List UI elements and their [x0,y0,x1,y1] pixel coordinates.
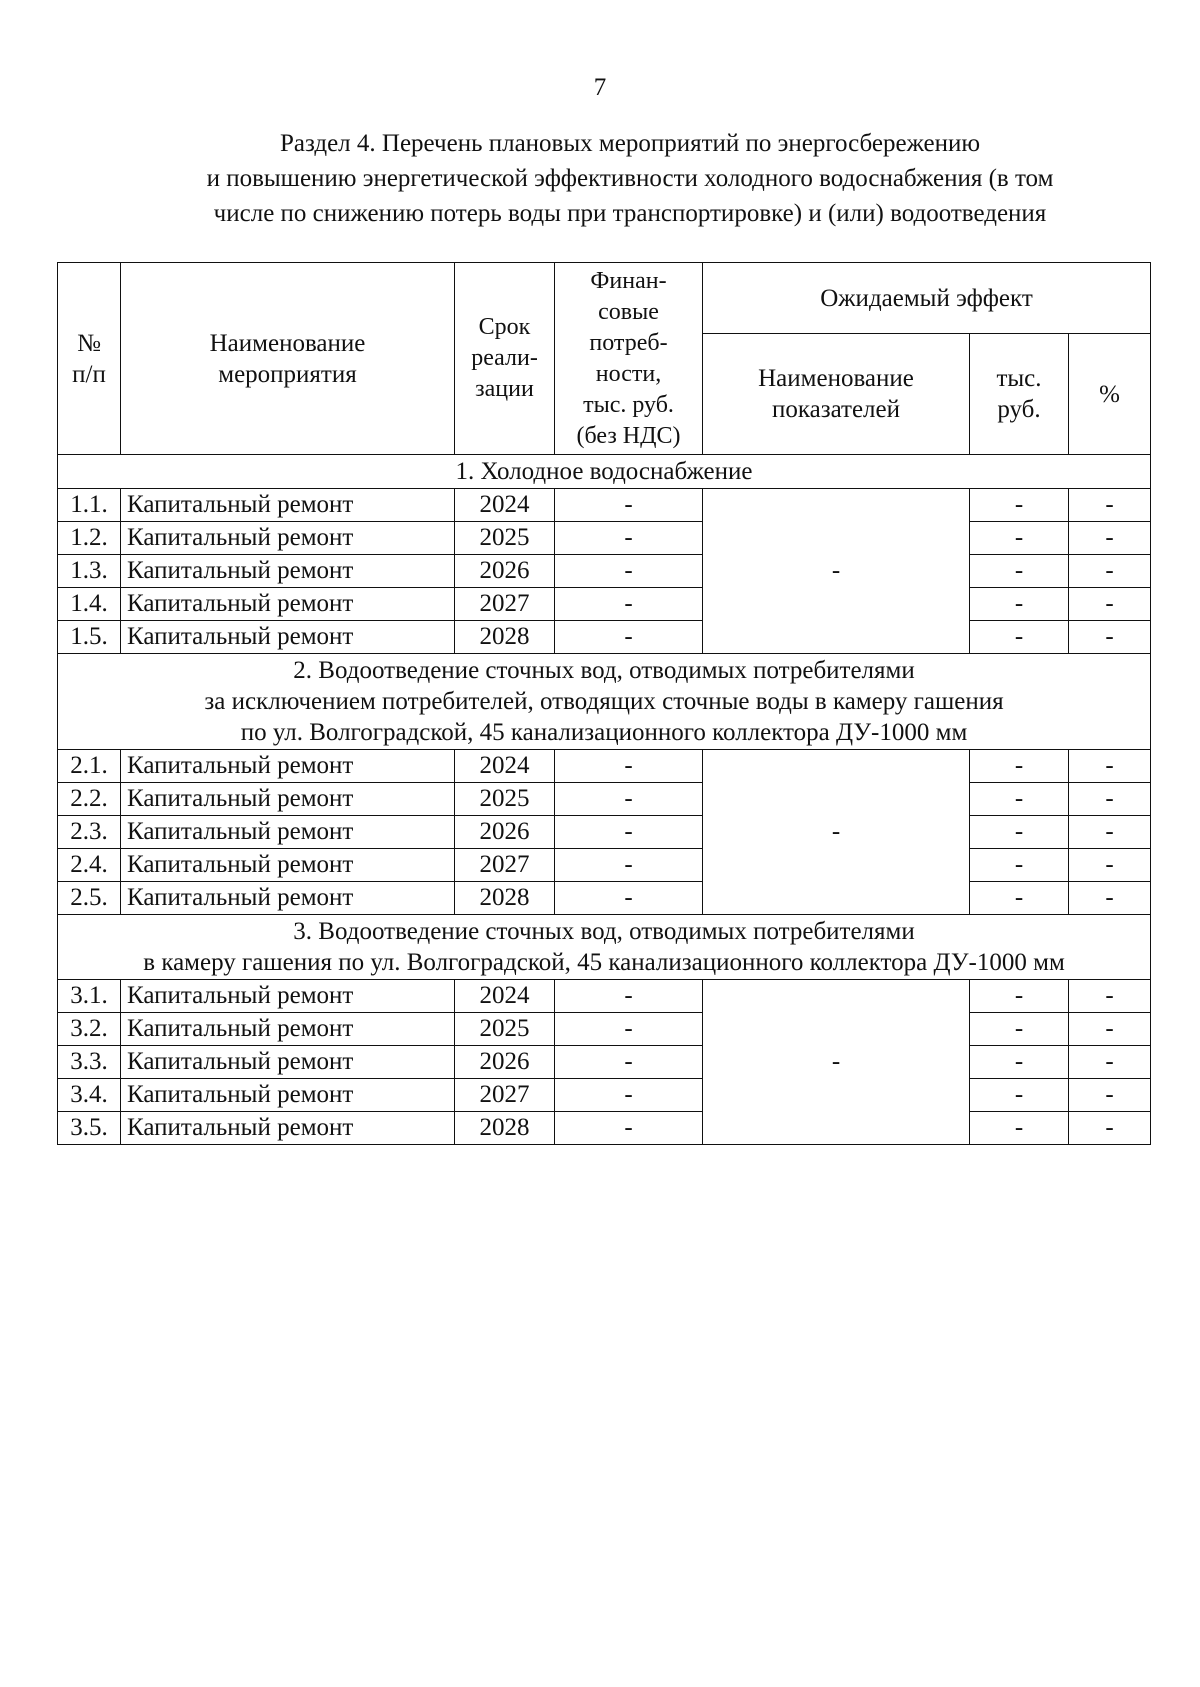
row-number: 1.5. [58,621,121,654]
row-number: 3.1. [58,980,121,1013]
row-number: 2.2. [58,783,121,816]
measure-name: Капитальный ремонт [121,1079,455,1112]
table-row [58,621,1151,654]
implementation-year: 2027 [455,588,555,621]
section-title-line: Раздел 4. Перечень плановых мероприятий по энергосбережению [279,130,981,157]
row-number: 1.3. [58,555,121,588]
table-row [58,980,1151,1013]
section-heading [58,654,1151,750]
implementation-year: 2025 [455,522,555,555]
table-header [58,263,1151,455]
effect-percent: - [1069,1079,1151,1112]
header-num: № п/п [58,263,121,455]
table-row [58,1013,1151,1046]
implementation-year: 2026 [455,1046,555,1079]
effect-percent: - [1069,1112,1151,1145]
implementation-year: 2026 [455,555,555,588]
section-header-row [58,455,1151,489]
financial-needs: - [555,621,703,654]
effect-thousand-rub: - [970,588,1069,621]
row-number: 2.5. [58,882,121,915]
financial-needs: - [555,489,703,522]
table-row [58,1046,1151,1079]
effect-thousand-rub: - [970,1046,1069,1079]
row-number: 2.1. [58,750,121,783]
page-number: 7 [593,74,607,101]
header-name: Наименование мероприятия [121,263,455,455]
row-number: 1.4. [58,588,121,621]
effect-percent: - [1069,522,1151,555]
table-row [58,555,1151,588]
effect-thousand-rub: - [970,555,1069,588]
effect-thousand-rub: - [970,783,1069,816]
effect-thousand-rub: - [970,522,1069,555]
financial-needs: - [555,783,703,816]
effect-thousand-rub: - [970,882,1069,915]
financial-needs: - [555,588,703,621]
measure-name: Капитальный ремонт [121,1013,455,1046]
implementation-year: 2024 [455,980,555,1013]
section-title [150,126,1110,231]
effect-percent: - [1069,1046,1151,1079]
measure-name: Капитальный ремонт [121,621,455,654]
measure-name: Капитальный ремонт [121,588,455,621]
implementation-year: 2028 [455,621,555,654]
table-body [58,455,1151,1145]
financial-needs: - [555,1013,703,1046]
row-number: 1.1. [58,489,121,522]
effect-percent: - [1069,588,1151,621]
effect-thousand-rub: - [970,489,1069,522]
effect-percent: - [1069,555,1151,588]
implementation-year: 2025 [455,1013,555,1046]
header-term: Срок реали- зации [455,263,555,455]
measure-name: Капитальный ремонт [121,1112,455,1145]
row-number: 3.2. [58,1013,121,1046]
effect-percent: - [1069,849,1151,882]
header-finance: Финан- совые потреб- ности, тыс. руб. (без НДС) [555,263,703,455]
table-row [58,489,1151,522]
header-indicator: Наименование показателей [703,334,970,455]
table-row [58,522,1151,555]
financial-needs: - [555,1079,703,1112]
effect-thousand-rub: - [970,750,1069,783]
row-number: 3.3. [58,1046,121,1079]
table-row [58,1079,1151,1112]
financial-needs: - [555,1112,703,1145]
section-heading-line: за исключением потребителей, отводящих сточные воды в камеру гашения [204,688,1004,715]
section-title-line: и повышению энергетической эффективности холодного водоснабжения (в том [206,165,1054,192]
section-title-line: числе по снижению потерь воды при транспортировке) и (или) водоотведения [213,200,1047,227]
row-number: 2.3. [58,816,121,849]
indicator-name: - [703,980,970,1145]
section-heading-line: 3. Водоотведение сточных вод, отводимых потребителями [293,918,915,945]
row-number: 3.5. [58,1112,121,1145]
table-row [58,750,1151,783]
effect-percent: - [1069,980,1151,1013]
measure-name: Капитальный ремонт [121,522,455,555]
effect-thousand-rub: - [970,621,1069,654]
table-row [58,1112,1151,1145]
financial-needs: - [555,555,703,588]
effect-thousand-rub: - [970,849,1069,882]
table-row [58,783,1151,816]
header-thousand-rub: тыс. руб. [970,334,1069,455]
implementation-year: 2026 [455,816,555,849]
implementation-year: 2025 [455,783,555,816]
measure-name: Капитальный ремонт [121,783,455,816]
measure-name: Капитальный ремонт [121,849,455,882]
header-percent: % [1069,334,1151,455]
measure-name: Капитальный ремонт [121,750,455,783]
row-number: 3.4. [58,1079,121,1112]
effect-percent: - [1069,783,1151,816]
effect-percent: - [1069,816,1151,849]
implementation-year: 2024 [455,750,555,783]
effect-thousand-rub: - [970,1079,1069,1112]
effect-thousand-rub: - [970,980,1069,1013]
implementation-year: 2028 [455,882,555,915]
financial-needs: - [555,882,703,915]
header-expected-effect: Ожидаемый эффект [703,263,1151,334]
table-row [58,588,1151,621]
effect-thousand-rub: - [970,1013,1069,1046]
section-heading-line: в камеру гашения по ул. Волгоградской, 45 канализационного коллектора ДУ-1000 мм [143,949,1065,976]
effect-thousand-rub: - [970,816,1069,849]
financial-needs: - [555,522,703,555]
implementation-year: 2027 [455,1079,555,1112]
effect-percent: - [1069,750,1151,783]
measure-name: Капитальный ремонт [121,882,455,915]
effect-percent: - [1069,1013,1151,1046]
section-heading-line: 2. Водоотведение сточных вод, отводимых потребителями [293,657,915,684]
financial-needs: - [555,1046,703,1079]
measure-name: Капитальный ремонт [121,816,455,849]
table-row [58,882,1151,915]
effect-percent: - [1069,489,1151,522]
implementation-year: 2027 [455,849,555,882]
section-header-row [58,654,1151,750]
effect-percent: - [1069,621,1151,654]
section-heading [58,455,1151,489]
effect-percent: - [1069,882,1151,915]
row-number: 2.4. [58,849,121,882]
implementation-year: 2024 [455,489,555,522]
effect-thousand-rub: - [970,1112,1069,1145]
measure-name: Капитальный ремонт [121,1046,455,1079]
measure-name: Капитальный ремонт [121,555,455,588]
financial-needs: - [555,750,703,783]
financial-needs: - [555,816,703,849]
row-number: 1.2. [58,522,121,555]
table-row [58,849,1151,882]
measure-name: Капитальный ремонт [121,489,455,522]
indicator-name: - [703,750,970,915]
financial-needs: - [555,980,703,1013]
section-header-row [58,915,1151,980]
table-row [58,816,1151,849]
indicator-name: - [703,489,970,654]
measure-name: Капитальный ремонт [121,980,455,1013]
section-heading [58,915,1151,980]
measures-table [57,262,1151,1145]
financial-needs: - [555,849,703,882]
section-heading-line: по ул. Волгоградской, 45 канализационного коллектора ДУ-1000 мм [240,719,968,746]
implementation-year: 2028 [455,1112,555,1145]
section-heading-line: 1. Холодное водоснабжение [455,458,753,485]
